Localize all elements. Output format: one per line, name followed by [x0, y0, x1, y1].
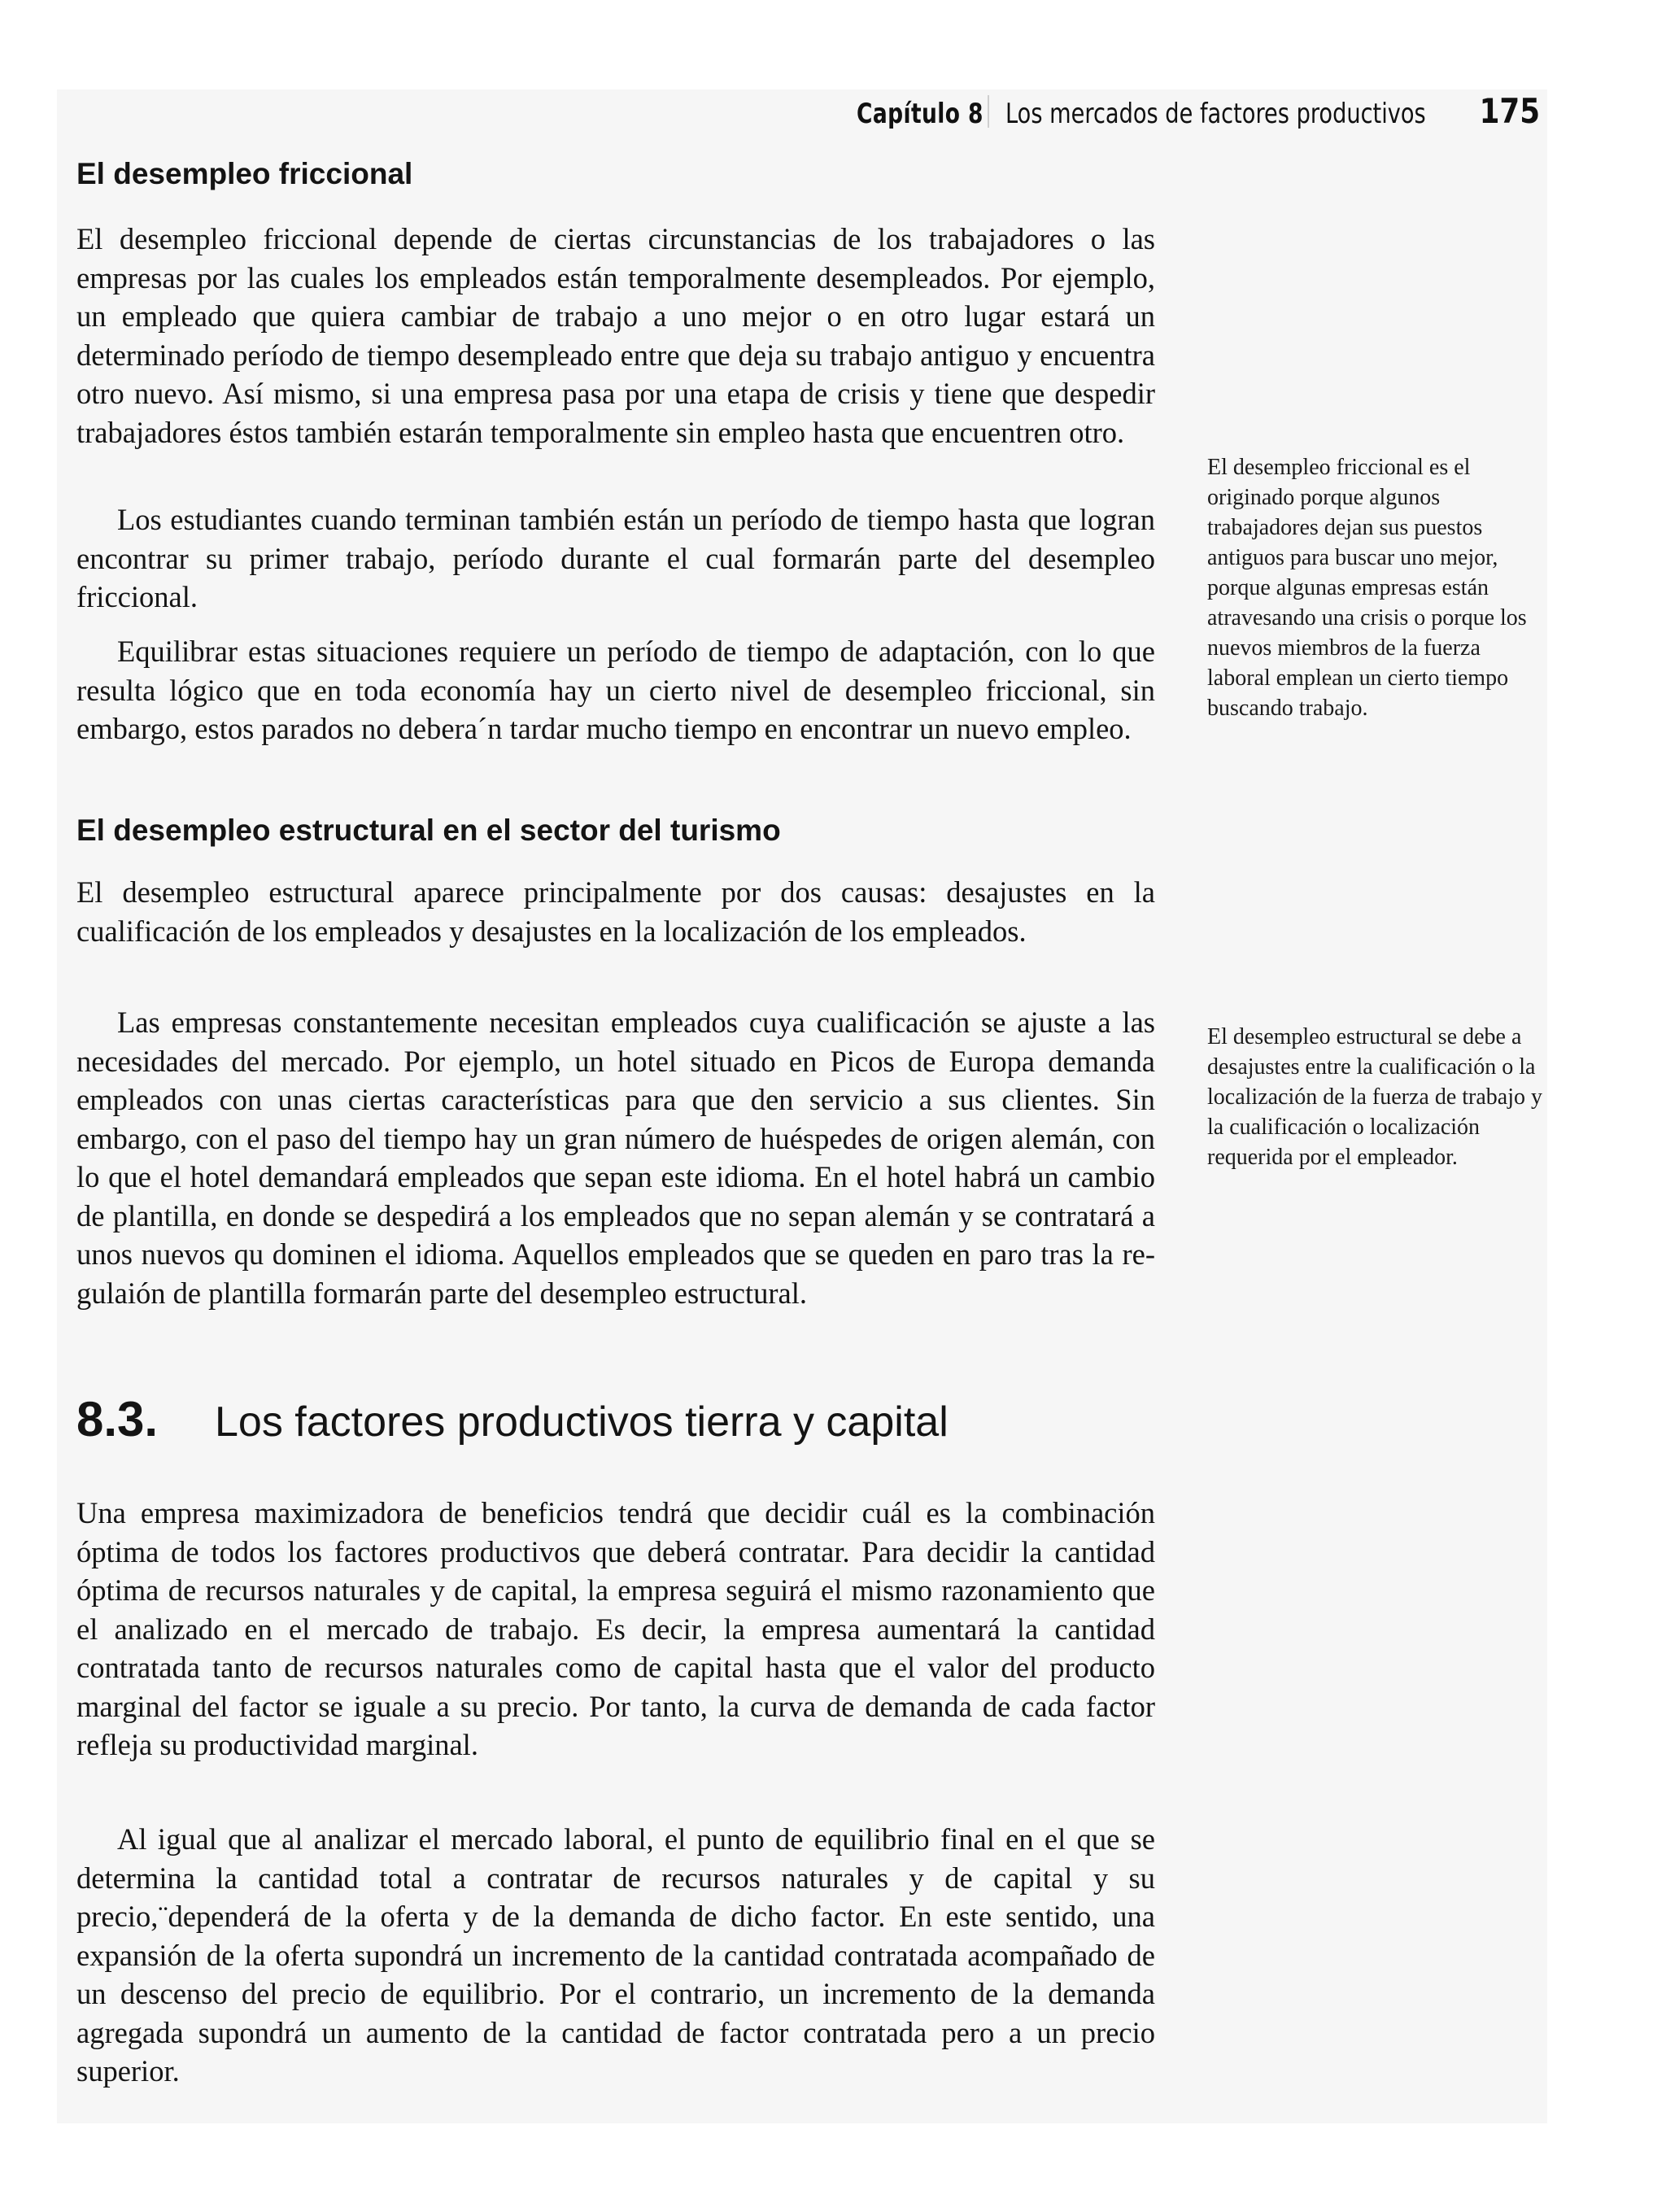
paragraph-estructural-2: Las empresas constantemente necesitan empleados cuya cualificación se ajuste a las necesidades del mercado. Por ejemplo, un hotel situado en Picos de Europa demanda empleados con unas ciertas características para que den servicio a sus clientes. Sin embargo, con el paso del tiempo hay un gran número de huéspedes de origen alemán, con lo que el hotel demandará empleados que sepan este idioma. En el hotel habrá un cambio de plantilla, en donde se despedirá a los empleados que no sepan alemán y se contratará a unos nuevos qu dominen el idioma. Aquellos empleados que se queden en paro tras la regulaión de plantilla formarán parte del desempleo estructural.	[76, 1006, 1155, 1310]
section-heading-8-3	[76, 1391, 949, 1447]
section-title: Los factores productivos tierra y capital	[215, 1398, 949, 1446]
paragraph-estructural-1: El desempleo estructural aparece principalmente por dos causas: desajustes en la cualificación de los empleados y desajustes en la localización de los empleados.	[76, 875, 1155, 948]
page-number: 175	[1479, 91, 1541, 131]
paragraph-friccional-2: Los estudiantes cuando terminan también están un período de tiempo hasta que logran encontrar su primer trabajo, período durante el cual formarán parte del desempleo friccional.	[76, 503, 1155, 613]
paragraph-tierra-capital-2: Al igual que al analizar el mercado laboral, el punto de equilibrio final en el que se determina la cantidad total a contratar de recursos naturales y de capital y su precio,¨dependerá de la oferta y de la demanda de dicho factor. En este sentido, una expansión de la oferta supondrá un incremento de la cantidad contratada acompañado de un descenso del precio de equilibrio. Por el contrario, un incremento de la demanda agregada supondrá un aumento de la cantidad de factor contratada pero a un precio superior.	[76, 1822, 1155, 2088]
chapter-label: Capítulo 8	[856, 98, 983, 130]
paragraph-friccional-3: Equilibrar estas situaciones requiere un período de tiempo de adaptación, con lo que resulta lógico que en toda economía hay un cierto nivel de desempleo friccional, sin embargo, estos parados no debera´n tardar mucho tiempo en encontrar un nuevo empleo.	[76, 635, 1155, 745]
paragraph-friccional-1: El desempleo friccional depende de ciertas circunstancias de los trabajadores o las empresas por las cuales los empleados están temporalmente desempleados. Por ejemplo, un empleado que quiera cambiar de trabajo a uno mejor o en otro lugar estará un determinado período de tiempo desempleado entre que deja su trabajo antiguo y encuentra otro nuevo. Así mismo, si una empresa pasa por una etapa de crisis y tiene que despedir trabajadores éstos también estarán temporalmente sin empleo hasta que encuentren otro.	[76, 222, 1155, 449]
margin-note-friccional: El desempleo friccional es el originado porque algunos trabajadores dejan sus puestos antiguos para buscar uno mejor, porque algunas empresas están atravesando una crisis o porque los nuevos miembros de la fuerza laboral emplean un cierto tiempo buscando trabajo.	[1207, 455, 1527, 721]
header-divider	[988, 95, 989, 128]
running-head	[821, 91, 1546, 131]
margin-note-estructural: El desempleo estructural se debe a desajustes entre la cualificación o la localización de la fuerza de trabajo y la cualificación o localización requerida por el empleador.	[1207, 1024, 1542, 1170]
section-number: 8.3.	[76, 1392, 159, 1446]
subheading-friccional: El desempleo friccional	[76, 157, 413, 190]
chapter-title: Los mercados de factores productivos	[1005, 98, 1427, 130]
subheading-estructural: El desempleo estructural en el sector del turismo	[76, 814, 781, 847]
paragraph-tierra-capital-1: Una empresa maximizadora de beneficios tendrá que decidir cuál es la combinación óptima de todos los factores productivos que deberá contratar. Para decidir la cantidad óptima de recursos naturales y de capital, la empresa seguirá el mismo razonamiento que el analizado en el mercado de trabajo. Es decir, la empresa aumentará la cantidad contratada tanto de recursos naturales como de capital hasta que el valor del producto marginal del factor se iguale a su precio. Por tanto, la curva de demanda de cada factor refleja su productividad marginal.	[76, 1496, 1155, 1761]
